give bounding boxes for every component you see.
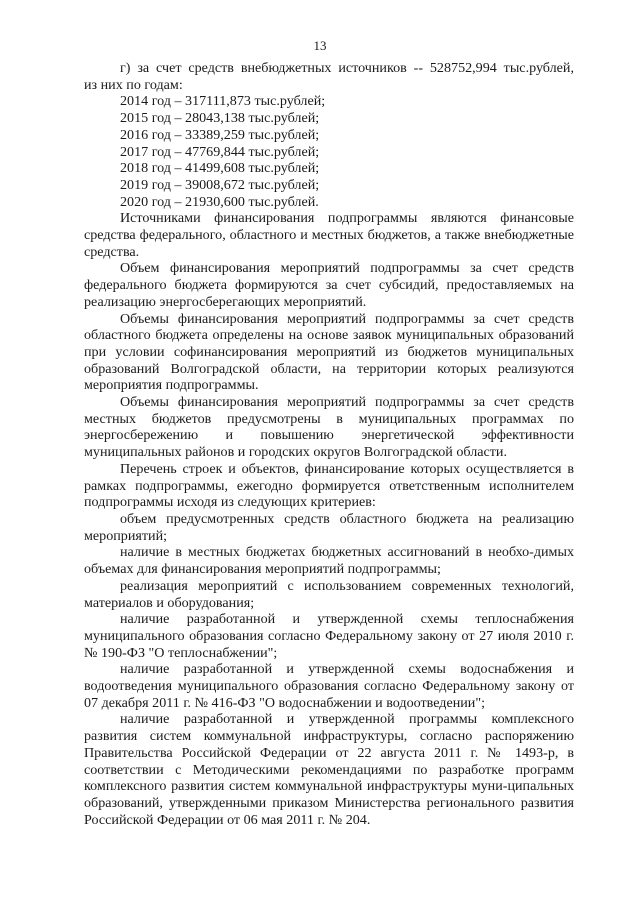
criterion-water-supply-scheme: наличие разработанной и утвержденной схемы водоснабжения и водоотведения муниципального образования согласно Федеральному закону от 07 декабря 2011 г. № 416-ФЗ "О водоснабжении и водоотведении";	[84, 661, 574, 711]
document-body	[84, 60, 574, 828]
years-list	[84, 93, 574, 210]
year-item: 2020 год – 21930,600 тыс.рублей.	[120, 193, 319, 210]
criterion-heat-supply-scheme: наличие разработанной и утвержденной схемы теплоснабжения муниципального образования согласно Федеральному закону от 27 июля 2010 г. № 190-ФЗ "О теплоснабжении";	[84, 611, 574, 661]
year-item: 2016 год – 33389,259 тыс.рублей;	[120, 126, 320, 143]
year-item: 2015 год – 28043,138 тыс.рублей;	[120, 110, 320, 127]
year-item: 2014 год – 317111,873 тыс.рублей;	[120, 93, 326, 110]
paragraph-local-budgets: Объемы финансирования мероприятий подпрограммы за счет средств местных бюджетов предусмотрены в муниципальных программах по энергосбережению и повышению энергетической эффективности муниципальных районов и городских округов Волгоградской области.	[84, 394, 574, 461]
paragraph-objects-list: Перечень строек и объектов, финансирование которых осуществляется в рамках подпрограммы, ежегодно формируется ответственным исполнителем подпрограммы исходя из следующих критериев:	[84, 460, 574, 511]
criterion-modern-technologies: реализация мероприятий с использованием современных технологий, материалов и оборудования;	[84, 577, 574, 611]
criterion-infrastructure-program: наличие разработанной и утвержденной программы комплексного развития систем коммунальной инфраструктуры, согласно распоряжению Правительства Российской Федерации от 22 августа 2011 г. № 1493-р, в соответствии с Методическими рекомендациями по разработке программ комплексного развития систем коммунальной инфраструктуры муни-ципальных образований, утвержденными приказом Министерства регионального развития Российской Федерации от 06 мая 2011 г. № 204.	[84, 711, 574, 828]
criterion-regional-funds: объем предусмотренных средств областного бюджета на реализацию мероприятий;	[84, 510, 574, 544]
year-item: 2018 год – 41499,608 тыс.рублей;	[120, 160, 320, 177]
intro-line-1: г) за счет средств внебюджетных источников -- 528752,994 тыс.рублей,	[120, 60, 574, 76]
paragraph-funding-sources: Источниками финансирования подпрограммы являются финансовые средства федерального, областного и местных бюджетов, а также внебюджетные средства.	[84, 210, 574, 260]
intro-line-2: из них по годам:	[84, 76, 183, 93]
paragraph-regional-budget: Объемы финансирования мероприятий подпрограммы за счет средств областного бюджета определены на основе заявок муниципальных образований при условии софинансирования мероприятий из бюджетов муниципальных образований Волгоградской области, на территории которых реализуются мероприятия подпрограммы.	[84, 310, 574, 394]
paragraph-federal-budget: Объем финансирования мероприятий подпрограммы за счет средств федерального бюджета формируются за счет субсидий, предоставляемых на реализацию энергосберегающих мероприятий.	[84, 260, 574, 310]
criterion-local-allocations: наличие в местных бюджетах бюджетных ассигнований в необхо-димых объемах для финансирования мероприятий подпрограммы;	[84, 544, 574, 578]
page-number: 13	[313, 38, 327, 53]
year-item: 2019 год – 39008,672 тыс.рублей;	[120, 176, 320, 193]
year-item: 2017 год – 47769,844 тыс.рублей;	[120, 143, 320, 160]
